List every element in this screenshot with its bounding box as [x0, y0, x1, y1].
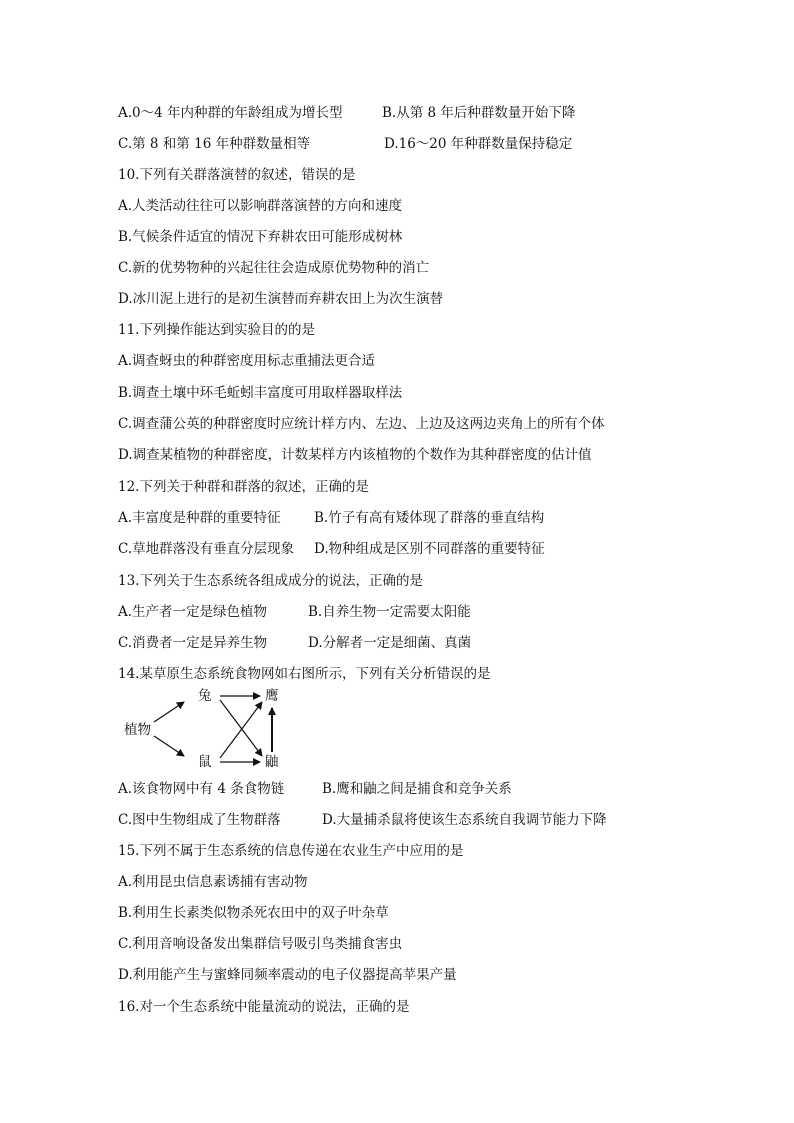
q13-option-c: C.消费者一定是异养生物 — [118, 635, 268, 651]
arrow-plant-rabbit — [154, 702, 184, 722]
q12-stem: 12.下列关于种群和群落的叙述，正确的是 — [118, 479, 369, 495]
q10-stem: 10.下列有关群落演替的叙述，错误的是 — [118, 167, 356, 183]
q12-option-a: A.丰富度是种群的重要特征 — [118, 510, 281, 526]
q14-option-c: C.图中生物组成了生物群落 — [118, 812, 281, 828]
q12-option-b: B.竹子有高有矮体现了群落的垂直结构 — [314, 510, 545, 526]
q11-stem: 11.下列操作能达到实验目的的是 — [118, 322, 315, 338]
q15-stem: 15.下列不属于生态系统的信息传递在农业生产中应用的是 — [118, 843, 464, 859]
food-web-diagram — [118, 684, 318, 774]
q15-option-b: B.利用生长素类似物杀死农田中的双子叶杂草 — [118, 905, 389, 921]
node-mouse: 鼠 — [198, 754, 212, 770]
q14-option-a: A.该食物网中有 4 条食物链 — [118, 781, 285, 797]
q9-option-c: C.第 8 和第 16 年种群数量相等 — [118, 136, 311, 152]
q15-option-c: C.利用音响设备发出集群信号吸引鸟类捕食害虫 — [118, 936, 403, 952]
arrow-mouse-eagle — [220, 702, 262, 758]
q15-option-a: A.利用昆虫信息素诱捕有害动物 — [118, 874, 308, 890]
node-rabbit: 兔 — [198, 688, 212, 704]
q13-stem: 13.下列关于生态系统各组成成分的说法，正确的是 — [118, 573, 423, 589]
q11-option-c: C.调查蒲公英的种群密度时应统计样方内、左边、上边及这两边夹角上的所有个体 — [118, 416, 605, 432]
q14-option-d: D.大量捕杀鼠将使该生态系统自我调节能力下降 — [322, 812, 607, 828]
q13-option-b: B.自养生物一定需要太阳能 — [308, 604, 471, 620]
q13-option-a: A.生产者一定是绿色植物 — [118, 604, 268, 620]
q14-option-b: B.鹰和鼬之间是捕食和竞争关系 — [322, 781, 512, 797]
q14-stem: 14.某草原生态系统食物网如右图所示，下列有关分析错误的是 — [118, 666, 491, 682]
q9-option-b: B.从第 8 年后种群数量开始下降 — [382, 105, 576, 121]
q11-option-b: B.调查土壤中环毛蚯蚓丰富度可用取样器取样法 — [118, 385, 403, 401]
q13-option-d: D.分解者一定是细菌、真菌 — [308, 635, 472, 651]
q16-stem: 16.对一个生态系统中能量流动的说法，正确的是 — [118, 999, 410, 1015]
q10-option-d: D.冰川泥上进行的是初生演替而弃耕农田上为次生演替 — [118, 291, 444, 307]
q12-option-c: C.草地群落没有垂直分层现象 — [118, 541, 295, 557]
arrow-plant-mouse — [154, 736, 184, 756]
q15-option-d: D.利用能产生与蜜蜂同频率震动的电子仪器提高苹果产量 — [118, 967, 457, 983]
node-eagle: 鹰 — [265, 688, 279, 704]
q11-option-a: A.调查蚜虫的种群密度用标志重捕法更合适 — [118, 353, 376, 369]
q9-option-d: D.16～20 年种群数量保持稳定 — [384, 136, 573, 152]
q12-option-d: D.物种组成是区别不同群落的重要特征 — [314, 541, 545, 557]
q9-option-a: A.0～4 年内种群的年龄组成为增长型 — [118, 105, 343, 121]
q10-option-c: C.新的优势物种的兴起往往会造成原优势物种的消亡 — [118, 260, 430, 276]
q11-option-d: D.调查某植物的种群密度，计数某样方内该植物的个数作为其种群密度的估计值 — [118, 447, 592, 463]
node-owl: 鼬 — [265, 754, 279, 770]
node-plant: 植物 — [124, 722, 151, 738]
q10-option-a: A.人类活动往往可以影响群落演替的方向和速度 — [118, 198, 403, 214]
q10-option-b: B.气候条件适宜的情况下弃耕农田可能形成树林 — [118, 229, 403, 245]
arrow-rabbit-owl — [220, 700, 262, 756]
